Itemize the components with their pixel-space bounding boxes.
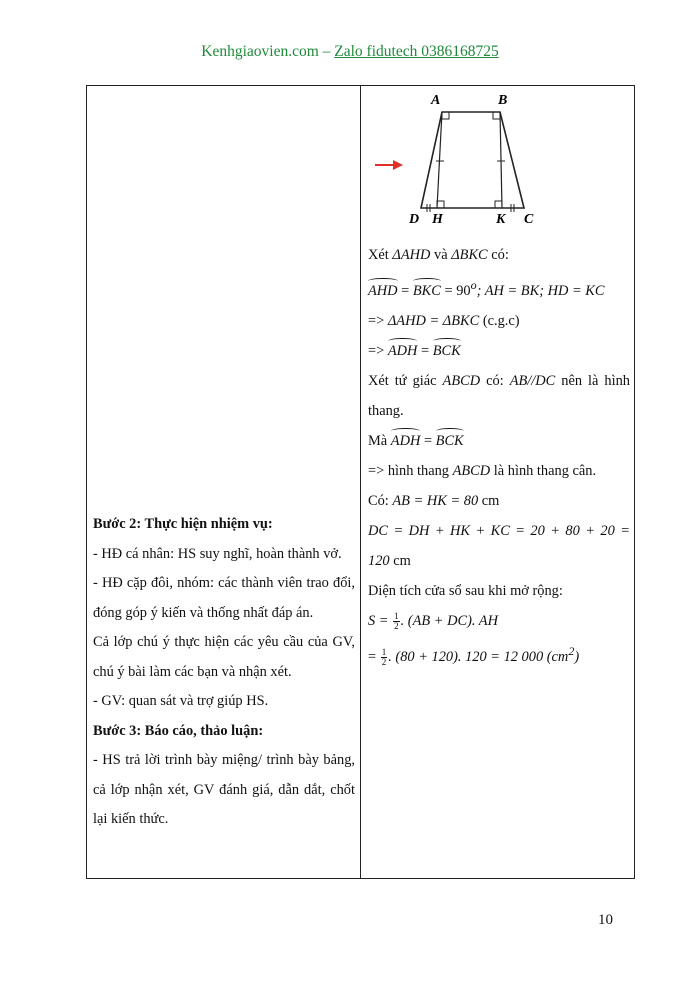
right-column-solution — [368, 240, 630, 672]
fraction-one-half: $\frac{1}{2}$ — [381, 646, 387, 667]
step2-line-3: Cả lớp chú ý thực hiện các yêu cầu của GV, chú ý bài làm các bạn và nhận xét. — [93, 634, 355, 680]
header-zalo-link[interactable]: Zalo fidutech 0386168725 — [334, 43, 499, 60]
lesson-table — [86, 85, 635, 879]
segment-bk — [500, 112, 502, 208]
header-site: Kenhgiaovien.com — [201, 43, 319, 60]
header-separator: – — [318, 43, 335, 60]
step3-line-1: - HS trả lời trình bày miệng/ trình bày bảng, cả lớp nhận xét, GV đánh giá, dẫn dắt, chốt lại kiến thức. — [93, 752, 355, 827]
solution-line-6: Mà ADH = BCK — [368, 426, 630, 456]
solution-line-7: => hình thang ABCD là hình thang cân. — [368, 462, 597, 479]
label-c: C — [524, 212, 534, 227]
solution-line-12: = $\frac{1}{2}$ . (80 + 120). 120 = 12 000 $(cm^2)$ — [368, 643, 580, 667]
page-number: 10 — [598, 912, 613, 928]
fraction-one-half: $\frac{1}{2}$ — [394, 610, 399, 631]
column-divider — [360, 86, 361, 878]
trapezoid-abcd — [421, 112, 524, 208]
solution-line-3: => ΔAHD = ΔBKC (c.g.c) — [368, 312, 520, 329]
step2-line-1: - HĐ cá nhân: HS suy nghĩ, hoàn thành vở. — [93, 545, 342, 562]
solution-line-5: Xét tứ giác ABCD có: AB//DC nên là hình thang. — [368, 372, 630, 419]
step2-line-2: - HĐ cặp đôi, nhóm: các thành viên trao đổi, đóng góp ý kiến và thống nhất đáp án. — [93, 575, 355, 621]
page-header — [0, 43, 700, 61]
trapezoid-figure — [371, 86, 561, 236]
step2-line-4: - GV: quan sát và trợ giúp HS. — [93, 693, 269, 709]
solution-line-11: S = $\frac{1}{2}$ . (AB + DC). AH — [368, 610, 498, 631]
solution-line-2: AHD = BKC = $90^o$; AH = BK; HD = KC — [368, 270, 630, 306]
label-a: A — [431, 93, 441, 108]
label-d: D — [409, 212, 420, 227]
solution-line-4: => ADH = BCK — [368, 336, 630, 366]
solution-line-10: Diện tích cửa sổ sau khi mở rộng: — [368, 582, 563, 599]
label-k: K — [496, 212, 506, 227]
solution-line-9: DC = DH + HK + KC = 20 + 80 + 20 = 120 cm — [368, 522, 630, 569]
solution-line-8: Có: AB = HK = 80 cm — [368, 492, 500, 509]
step2-title: Bước 2: Thực hiện nhiệm vụ: — [93, 516, 273, 532]
step3-title: Bước 3: Báo cáo, thảo luận: — [93, 722, 264, 739]
red-arrow-icon — [375, 160, 403, 170]
label-h: H — [432, 212, 443, 227]
left-column-text — [93, 510, 355, 835]
label-b: B — [498, 93, 508, 108]
solution-line-1: Xét ΔAHD và ΔBKC có: — [368, 247, 509, 263]
